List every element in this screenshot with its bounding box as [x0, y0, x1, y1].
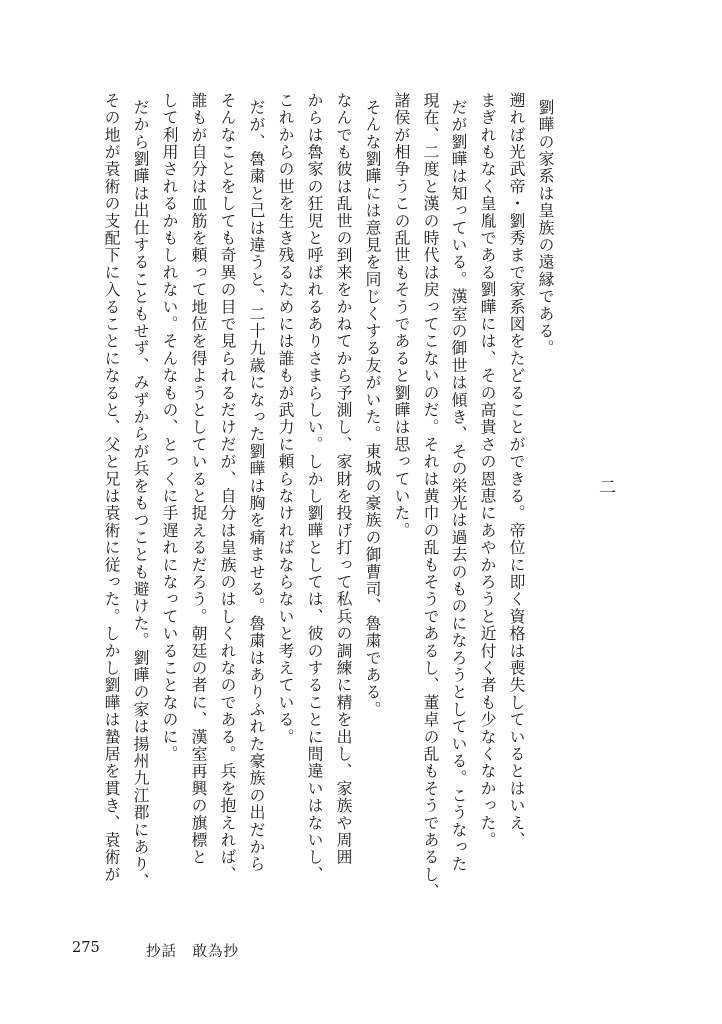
- text-column-12: そんなことをしても奇異の目で見られるだけだが、自分は皇族のはしくれなのである。兵を抱えれば、: [218, 92, 237, 884]
- text-column-2: 遡れば光武帝・劉秀まで家系図をたどることができる。帝位に即く資格は喪失しているとはいえ、: [507, 92, 526, 849]
- text-column-3: まぎれもなく皇胤である劉曄には、その高貴さの恩恵にあやかろうと近付く者も少なくなかった。: [478, 92, 497, 849]
- text-column-13: 誰もが自分は血筋を頼って地位を得ようとしていると捉えるだろう。朝廷の者に、漢室再興の旗標と: [189, 92, 208, 866]
- text-column-8: なんでも彼は乱世の到来をかねてから予測し、家財を投げ打って私兵の調練に精を出し、家族や周囲: [334, 92, 353, 866]
- text-column-6: 諸侯が相争うこの乱世もそうであると劉曄は思っていた。: [392, 92, 411, 540]
- text-column-16: その地が袁術の支配下に入ることになると、父と兄は袁術に従った。しかし劉曄は蟄居を貫き、袁術が: [102, 92, 121, 884]
- text-column-14: して利用されるかもしれない。そんなもの、とっくに手遅れになっていることなのに。: [160, 92, 179, 763]
- text-column-9: からは魯家の狂児と呼ばれるありさまらしい。しかし劉曄としては、彼のすることに間違いはないし、: [305, 92, 324, 884]
- text-column-1: 劉曄の家系は皇族の遠縁である。: [536, 99, 555, 357]
- text-column-5: 現在、二度と漢の時代は戻ってこないのだ。それは黄巾の乱もそうであるし、董卓の乱もそうであるし、: [421, 92, 440, 901]
- running-head: 抄話 敢為抄: [146, 944, 239, 960]
- text-column-7: そんな劉曄には意見を同じくする友がいた。東城の豪族の御曹司、魯粛である。: [363, 99, 382, 719]
- chapter-number: 二: [595, 478, 615, 495]
- text-column-4: だが劉曄は知っている。漢室の御世は傾き、その栄光は過去のものになろうとしている。こうなった: [449, 99, 468, 873]
- text-column-10: これからの世を生き残るためには誰もが武力に頼らなければならないと考えている。: [276, 92, 295, 746]
- page-number: 275: [72, 940, 100, 956]
- text-column-11: だが、魯粛と己は違うと、二十九歳になった劉曄は胸を痛ませる。魯粛はありふれた豪族の出だから: [247, 99, 266, 873]
- text-column-15: だから劉曄は出仕することもせず、みずからが兵をもつことも避けた。劉曄の家は揚州九江郡にあり、: [131, 99, 150, 891]
